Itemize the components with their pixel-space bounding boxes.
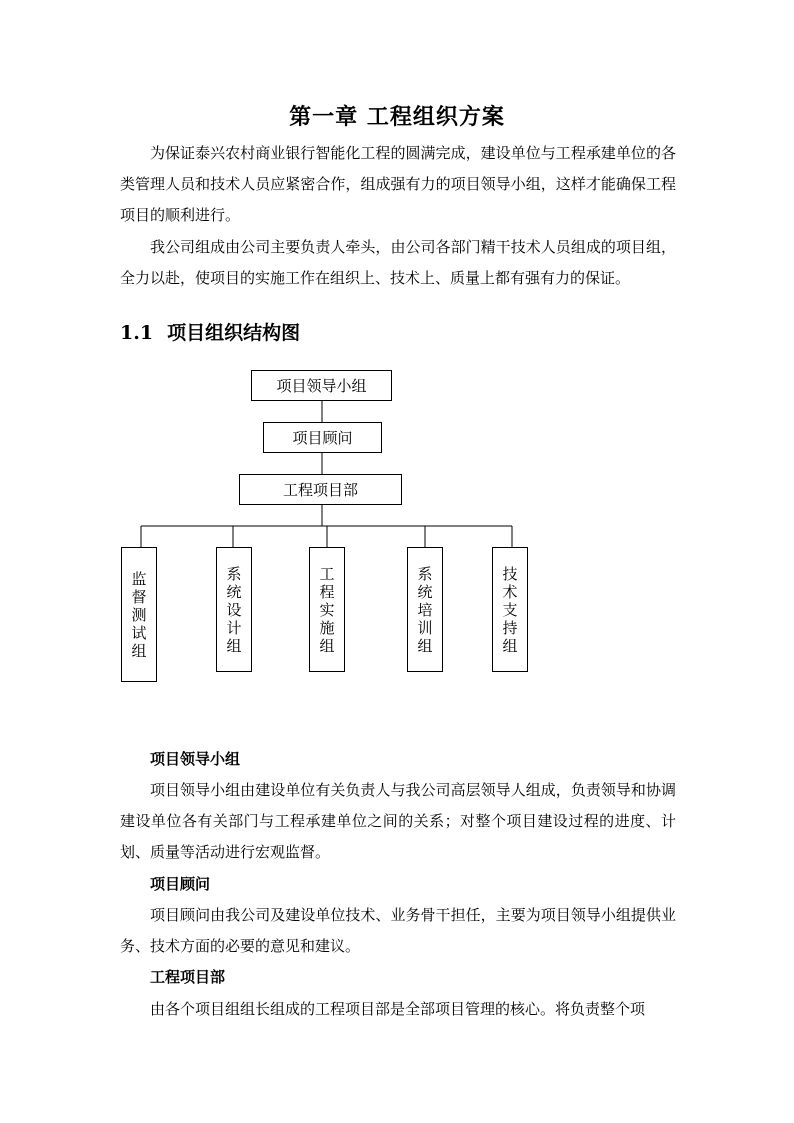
org-box-group-1: 监督测试组 (121, 547, 157, 682)
org-box-dept: 工程项目部 (239, 474, 402, 505)
desc-heading-dept: 工程项目部 (150, 968, 226, 986)
desc-text-dept: 由各个项目组组长组成的工程项目部是全部项目管理的核心。将负责整个项 (150, 1000, 646, 1018)
intro-paragraph-1: 为保证泰兴农村商业银行智能化工程的圆满完成，建设单位与工程承建单位的各类管理人员和技术人员应紧密合作，组成强有力的项目领导小组，这样才能确保工程项目的顺利进行。 (120, 144, 676, 224)
chapter-title: 第一章 工程组织方案 (289, 104, 505, 130)
org-box-group-3: 工程实施组 (309, 547, 345, 672)
intro-paragraph-2: 我公司组成由公司主要负责人牵头，由公司各部门精干技术人员组成的项目组，全力以赴，使项目的实施工作在组织上、技术上、质量上都有强有力的保证。 (120, 238, 676, 287)
section-number: 1.1 (120, 322, 154, 344)
desc-text-advisor: 项目顾问由我公司及建设单位技术、业务骨干担任，主要为项目领导小组提供业务、技术方面的必要的意见和建议。 (120, 906, 676, 955)
org-box-leadership: 项目领导小组 (251, 370, 392, 401)
org-box-group-4: 系统培训组 (407, 547, 443, 672)
org-box-group-5: 技术支持组 (492, 547, 528, 672)
desc-heading-advisor: 项目顾问 (150, 875, 211, 893)
org-box-advisor: 项目顾问 (263, 422, 382, 453)
desc-text-leadership: 项目领导小组由建设单位有关负责人与我公司高层领导人组成，负责领导和协调建设单位各有关部门与工程承建单位之间的关系；对整个项目建设过程的进度、计划、质量等活动进行宏观监督。 (120, 781, 676, 861)
desc-heading-leadership: 项目领导小组 (150, 750, 241, 768)
org-box-group-2: 系统设计组 (216, 547, 252, 672)
section-title: 项目组织结构图 (167, 322, 301, 344)
